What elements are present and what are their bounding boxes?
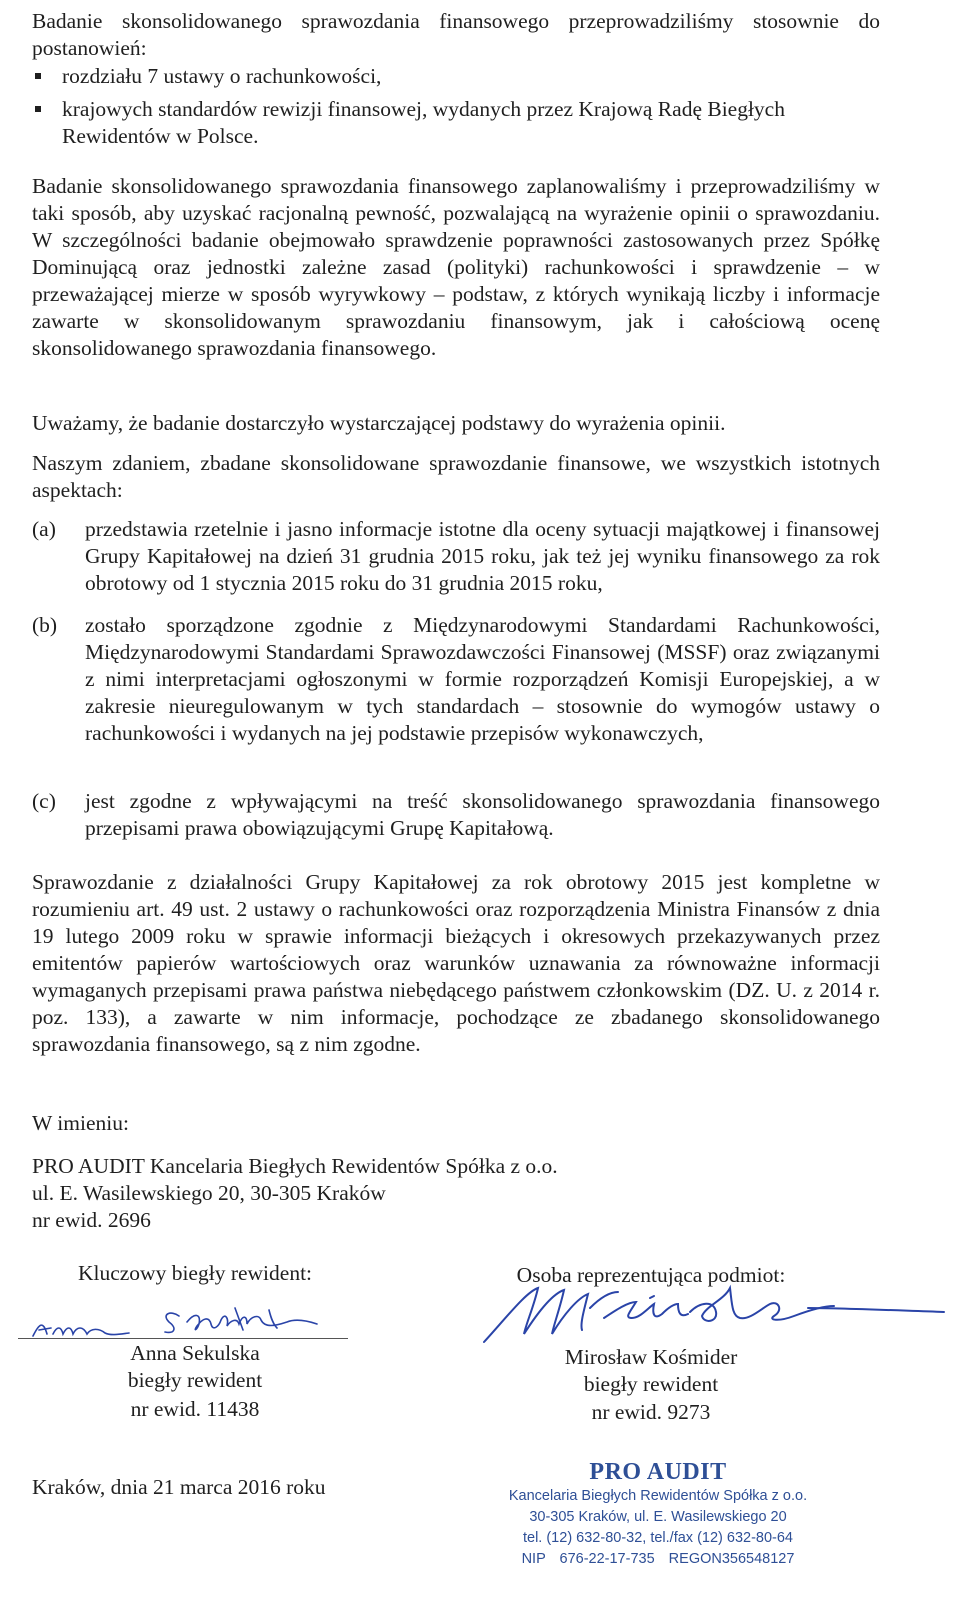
opinion-item-c bbox=[32, 788, 880, 842]
company-stamp bbox=[488, 1458, 828, 1570]
stamp-title: PRO AUDIT bbox=[589, 1459, 727, 1485]
left-signature-line bbox=[18, 1338, 348, 1339]
item-label: (b) bbox=[32, 613, 58, 637]
bullet-item: krajowych standardów rewizji finansowej, wydanych przez Krajową Radę Biegłych Rewidentów w Polsce. bbox=[32, 96, 880, 150]
left-signer-title: biegły rewident bbox=[127, 1368, 263, 1392]
item-text: zostało sporządzone zgodnie z Międzynarodowymi Standardami Rachunkowości, Międzynarodowymi Standardami Sprawozdawczości Finansowej (MSSF) oraz związanymi z nimi interpretacjami ogłoszonymi w formie rozporządzeń Komisji Europejskiej, a w zakresie nieuregulowanym w tych standardach – stosownie do wymogów ustawy o rachunkowości i wydanych na jej podstawie przepisów wykonawczych, bbox=[85, 613, 880, 745]
right-signer-number: nr ewid. 9273 bbox=[591, 1400, 711, 1424]
item-text: przedstawia rzetelnie i jasno informacje istotne dla oceny sytuacji majątkowej i finansowej Grupy Kapitałowej na dzień 31 grudnia 2015 roku, jak też jej wyniku finansowego za rok obrotowy od 1 stycznia 2015 roku do 31 grudnia 2015 roku, bbox=[85, 517, 880, 595]
left-signer-name: Anna Sekulska bbox=[130, 1341, 260, 1365]
management-report-paragraph: Sprawozdanie z działalności Grupy Kapitałowej za rok obrotowy 2015 jest kompletne w rozumieniu art. 49 ust. 2 ustawy o rachunkowości oraz rozporządzenia Ministra Finansów z dnia 19 lutego 2009 roku w sprawie informacji bieżących i okresowych przekazywanych przez emitentów papierów wartościowych oraz warunków uznawania za równoważne informacji wymaganych przepisami prawa państwa niebędącego państwem członkowskim (DZ. U. z 2014 r. poz. 133), a zawarte w nim informacje, pochodzące ze zbadanego skonsolidowanego sprawozdania finansowego, są z nim zgodne. bbox=[32, 870, 880, 1056]
stamp-line: tel. (12) 632-80-32, tel./fax (12) 632-80-64 bbox=[522, 1530, 793, 1546]
firm-address: ul. E. Wasilewskiego 20, 30-305 Kraków bbox=[32, 1181, 386, 1205]
right-signer-role: Osoba reprezentująca podmiot: bbox=[516, 1263, 786, 1287]
bullet-item: rozdziału 7 ustawy o rachunkowości, bbox=[32, 63, 880, 90]
stamp-line: NIP 676-22-17-735 REGON356548127 bbox=[521, 1551, 795, 1567]
on-behalf-label: W imieniu: bbox=[32, 1111, 129, 1135]
item-text: jest zgodne z wpływającymi na treść skonsolidowanego sprawozdania finansowego przepisami prawa obowiązującymi Grupę Kapitałową. bbox=[85, 789, 880, 840]
right-handwritten-signature bbox=[478, 1278, 950, 1348]
left-signer-number: nr ewid. 11438 bbox=[130, 1397, 260, 1421]
firm-registration: nr ewid. 2696 bbox=[32, 1208, 151, 1232]
opinion-item-a bbox=[32, 516, 880, 597]
opinion-item-b bbox=[32, 612, 880, 747]
bullet-square-icon bbox=[35, 106, 41, 112]
intro-paragraph: Badanie skonsolidowanego sprawozdania finansowego przeprowadziliśmy stosownie do postanowień: bbox=[32, 9, 880, 60]
left-signer-role: Kluczowy biegły rewident: bbox=[77, 1261, 313, 1285]
bullet-square-icon bbox=[35, 73, 41, 79]
sufficiency-paragraph: Uważamy, że badanie dostarczyło wystarczającej podstawy do wyrażenia opinii. bbox=[32, 411, 726, 435]
bullet-list bbox=[32, 63, 880, 150]
right-signer-title: biegły rewident bbox=[583, 1372, 719, 1396]
firm-name: PRO AUDIT Kancelaria Biegłych Rewidentów Spółka z o.o. bbox=[32, 1154, 558, 1178]
opinion-intro-paragraph: Naszym zdaniem, zbadane skonsolidowane sprawozdanie finansowe, we wszystkich istotnych aspektach: bbox=[32, 451, 880, 502]
stamp-line: Kancelaria Biegłych Rewidentów Spółka z o.o. bbox=[508, 1488, 808, 1504]
place-and-date: Kraków, dnia 21 marca 2016 roku bbox=[32, 1475, 326, 1499]
stamp-line: 30-305 Kraków, ul. E. Wasilewskiego 20 bbox=[529, 1509, 787, 1525]
audit-scope-paragraph: Badanie skonsolidowanego sprawozdania finansowego zaplanowaliśmy i przeprowadziliśmy w taki sposób, aby uzyskać racjonalną pewność, pozwalającą na wyrażenie opinii o sprawozdaniu. W szczególności badanie obejmowało sprawdzenie poprawności zastosowanych przez Spółkę Dominującą oraz jednostki zależne zasad (polityki) rachunkowości i sprawdzenie – w przeważającej mierze w sposób wyrywkowy – podstaw, z których wynikają liczby i informacje zawarte w skonsolidowanym sprawozdaniu finansowym, jak i całościową ocenę skonsolidowanego sprawozdania finansowego. bbox=[32, 174, 880, 360]
item-label: (a) bbox=[32, 517, 56, 541]
right-signer-name: Mirosław Kośmider bbox=[564, 1345, 738, 1369]
item-label: (c) bbox=[32, 789, 56, 813]
